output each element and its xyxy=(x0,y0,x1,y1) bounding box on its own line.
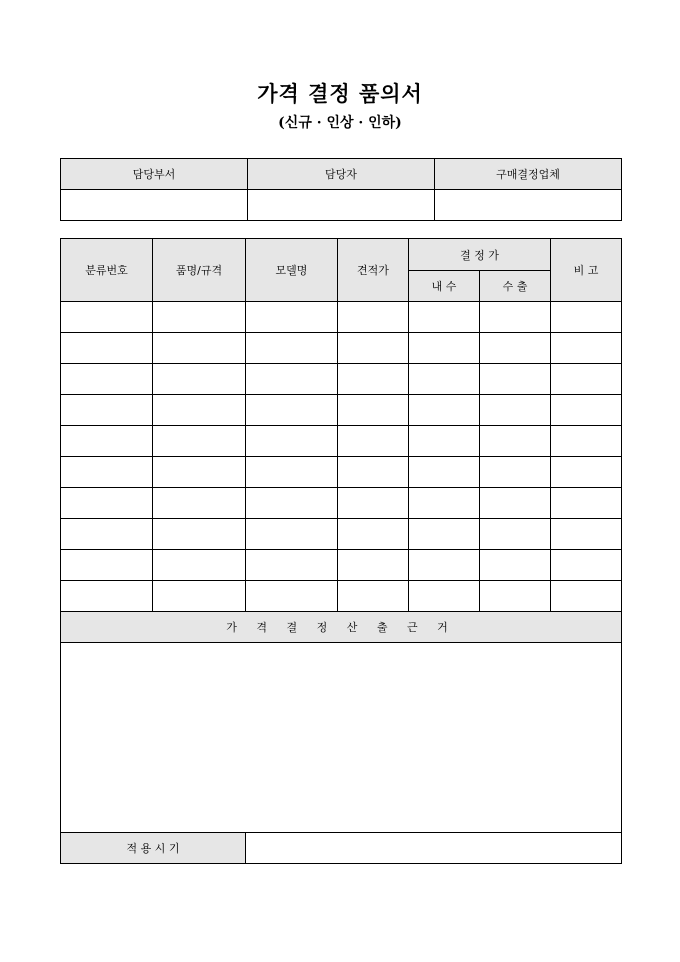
category-no-cell[interactable] xyxy=(61,426,153,457)
model-cell[interactable] xyxy=(246,519,338,550)
quote-price-cell[interactable] xyxy=(338,364,409,395)
apply-period-label-text: 적 용 시 기 xyxy=(126,842,180,855)
export-price-cell[interactable] xyxy=(480,364,551,395)
table-row xyxy=(61,333,622,364)
domestic-price-cell[interactable] xyxy=(409,550,480,581)
item-spec-cell[interactable] xyxy=(153,488,246,519)
remarks-cell[interactable] xyxy=(551,302,622,333)
category-no-cell[interactable] xyxy=(61,581,153,612)
manager-header: 담당자 xyxy=(248,159,435,190)
category-no-cell[interactable] xyxy=(61,395,153,426)
export-price-cell[interactable] xyxy=(480,581,551,612)
quote-price-cell[interactable] xyxy=(338,457,409,488)
export-price-cell[interactable] xyxy=(480,333,551,364)
remarks-cell[interactable] xyxy=(551,333,622,364)
model-cell[interactable] xyxy=(246,488,338,519)
export-price-cell[interactable] xyxy=(480,519,551,550)
table-row xyxy=(61,364,622,395)
export-price-cell[interactable] xyxy=(480,395,551,426)
domestic-price-cell[interactable] xyxy=(409,426,480,457)
apply-period-field[interactable] xyxy=(246,833,622,864)
model-cell[interactable] xyxy=(246,581,338,612)
model-header: 모델명 xyxy=(246,239,338,302)
item-spec-header: 품명/규격 xyxy=(153,239,246,302)
remarks-cell[interactable] xyxy=(551,426,622,457)
domestic-price-cell[interactable] xyxy=(409,364,480,395)
quote-price-cell[interactable] xyxy=(338,581,409,612)
remarks-cell[interactable] xyxy=(551,581,622,612)
model-cell[interactable] xyxy=(246,333,338,364)
item-spec-cell[interactable] xyxy=(153,457,246,488)
export-price-cell[interactable] xyxy=(480,457,551,488)
remarks-cell[interactable] xyxy=(551,395,622,426)
export-header: 수 출 xyxy=(480,271,551,302)
category-no-cell[interactable] xyxy=(61,333,153,364)
quote-price-cell[interactable] xyxy=(338,519,409,550)
model-cell[interactable] xyxy=(246,302,338,333)
domestic-price-cell[interactable] xyxy=(409,519,480,550)
quote-price-cell[interactable] xyxy=(338,550,409,581)
remarks-cell[interactable] xyxy=(551,550,622,581)
domestic-header: 내 수 xyxy=(409,271,480,302)
domestic-price-cell[interactable] xyxy=(409,488,480,519)
table-row xyxy=(61,302,622,333)
domestic-price-cell[interactable] xyxy=(409,333,480,364)
remarks-header: 비 고 xyxy=(551,239,622,302)
price-basis-field[interactable] xyxy=(61,643,622,833)
info-table xyxy=(60,158,622,221)
quote-price-cell[interactable] xyxy=(338,302,409,333)
export-price-cell[interactable] xyxy=(480,426,551,457)
apply-period-label xyxy=(61,833,246,864)
export-price-cell[interactable] xyxy=(480,550,551,581)
quote-price-cell[interactable] xyxy=(338,488,409,519)
quote-price-header: 견적가 xyxy=(338,239,409,302)
vendor-header: 구매결정업체 xyxy=(435,159,622,190)
category-no-cell[interactable] xyxy=(61,302,153,333)
document-title: 가격 결정 품의서 xyxy=(257,81,423,106)
model-cell[interactable] xyxy=(246,364,338,395)
item-spec-cell[interactable] xyxy=(153,426,246,457)
domestic-price-cell[interactable] xyxy=(409,581,480,612)
model-cell[interactable] xyxy=(246,426,338,457)
table-row xyxy=(61,519,622,550)
table-row xyxy=(61,457,622,488)
item-spec-cell[interactable] xyxy=(153,364,246,395)
item-spec-cell[interactable] xyxy=(153,519,246,550)
category-no-cell[interactable] xyxy=(61,488,153,519)
domestic-price-cell[interactable] xyxy=(409,395,480,426)
table-row xyxy=(61,395,622,426)
table-row xyxy=(61,426,622,457)
item-spec-cell[interactable] xyxy=(153,581,246,612)
item-spec-cell[interactable] xyxy=(153,302,246,333)
vendor-field[interactable] xyxy=(435,190,622,221)
document-subtitle: (신규 · 인상 · 인하) xyxy=(278,115,402,131)
category-no-cell[interactable] xyxy=(61,364,153,395)
domestic-price-cell[interactable] xyxy=(409,457,480,488)
export-price-cell[interactable] xyxy=(480,488,551,519)
item-spec-cell[interactable] xyxy=(153,395,246,426)
dept-header: 담당부서 xyxy=(61,159,248,190)
category-no-header: 분류번호 xyxy=(61,239,153,302)
remarks-cell[interactable] xyxy=(551,488,622,519)
model-cell[interactable] xyxy=(246,457,338,488)
decided-price-header: 결 정 가 xyxy=(409,239,551,271)
export-price-cell[interactable] xyxy=(480,302,551,333)
remarks-cell[interactable] xyxy=(551,519,622,550)
table-row xyxy=(61,488,622,519)
category-no-cell[interactable] xyxy=(61,457,153,488)
category-no-cell[interactable] xyxy=(61,519,153,550)
price-table xyxy=(60,238,622,864)
model-cell[interactable] xyxy=(246,550,338,581)
quote-price-cell[interactable] xyxy=(338,426,409,457)
quote-price-cell[interactable] xyxy=(338,395,409,426)
price-basis-header: 가 격 결 정 산 출 근 거 xyxy=(61,612,622,643)
item-spec-cell[interactable] xyxy=(153,333,246,364)
table-row xyxy=(61,550,622,581)
domestic-price-cell[interactable] xyxy=(409,302,480,333)
table-row xyxy=(61,581,622,612)
quote-price-cell[interactable] xyxy=(338,333,409,364)
remarks-cell[interactable] xyxy=(551,364,622,395)
item-spec-cell[interactable] xyxy=(153,550,246,581)
category-no-cell[interactable] xyxy=(61,550,153,581)
remarks-cell[interactable] xyxy=(551,457,622,488)
manager-field[interactable] xyxy=(248,190,435,221)
dept-field[interactable] xyxy=(61,190,248,221)
model-cell[interactable] xyxy=(246,395,338,426)
